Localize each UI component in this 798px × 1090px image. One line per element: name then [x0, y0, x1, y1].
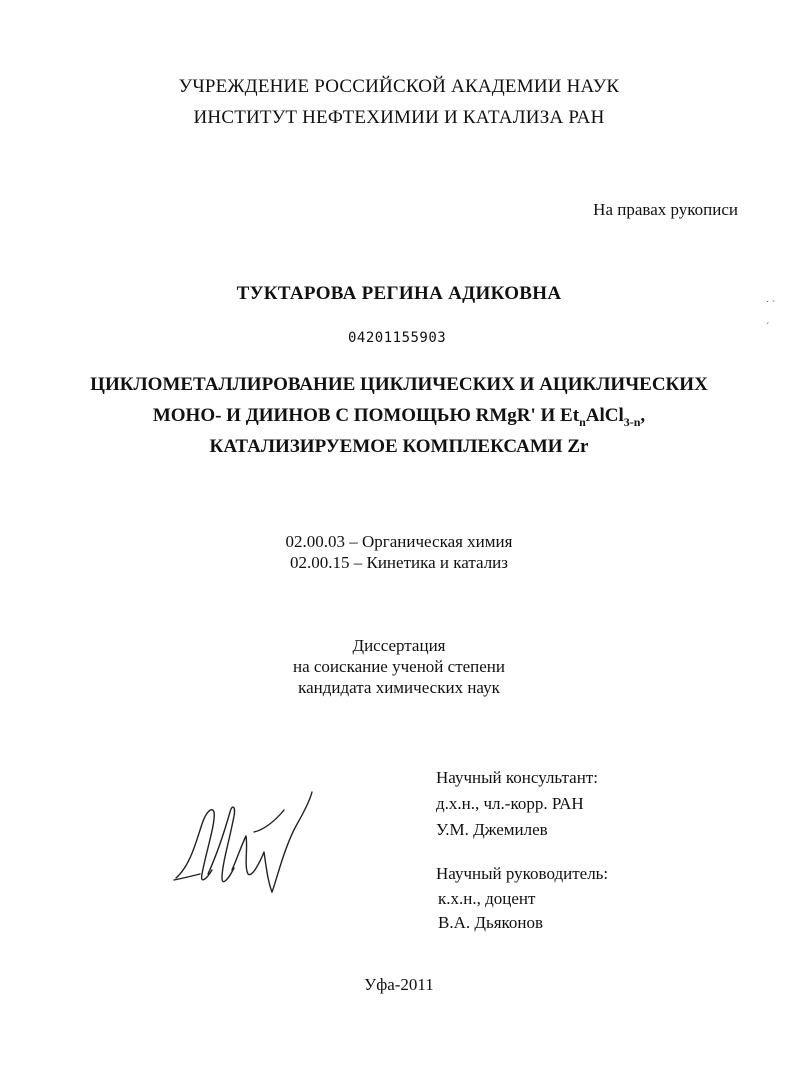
supervisor-degree: к.х.н., доцент [438, 889, 536, 908]
institution-line-2: ИНСТИТУТ НЕФТЕХИМИИ И КАТАЛИЗА РАН [193, 107, 605, 128]
dissertation-line-2: на соискание ученой степени [292, 657, 506, 676]
consultant-name: У.М. Джемилев [436, 820, 548, 839]
title-subscript-3n: 3-n [623, 414, 641, 429]
title-line-2 [0, 405, 798, 430]
title-line-2-suffix: , [640, 405, 646, 426]
institution-line-1: УЧРЕЖДЕНИЕ РОССИЙСКОЙ АКАДЕМИИ НАУК [178, 76, 620, 97]
manuscript-rights-note: На правах рукописи [593, 200, 738, 219]
title-line-3: КАТАЛИЗИРУЕМОЕ КОМПЛЕКСАМИ Zr [209, 436, 589, 457]
registry-code: 04201155903 [348, 330, 447, 346]
dissertation-line-1: Диссертация [352, 636, 446, 655]
consultant-role: Научный консультант: [436, 768, 598, 787]
specialty-2: 02.00.15 – Кинетика и катализ [290, 553, 508, 572]
consultant-degree: д.х.н., чл.-корр. РАН [436, 794, 584, 813]
author-name: ТУКТАРОВА РЕГИНА АДИКОВНА [236, 283, 562, 304]
specialty-1: 02.00.03 – Органическая химия [285, 532, 513, 551]
supervisor-name: В.А. Дьяконов [438, 913, 544, 932]
city-year: Уфа-2011 [364, 975, 434, 994]
supervisor-role: Научный руководитель: [436, 864, 609, 883]
margin-marks: ˙ ˋ ˊ [766, 300, 776, 333]
title-line-1: ЦИКЛОМЕТАЛЛИРОВАНИЕ ЦИКЛИЧЕСКИХ И АЦИКЛИЧЕСКИХ [90, 374, 708, 395]
title-line-2-mid: AlCl [585, 405, 624, 426]
dissertation-line-3: кандидата химических наук [298, 678, 500, 697]
title-line-2-prefix: МОНО- И ДИИНОВ С ПОМОЩЬЮ RMgR' И Et [152, 405, 580, 426]
title-subscript-n: n [579, 414, 586, 429]
handwritten-signature [172, 782, 322, 912]
